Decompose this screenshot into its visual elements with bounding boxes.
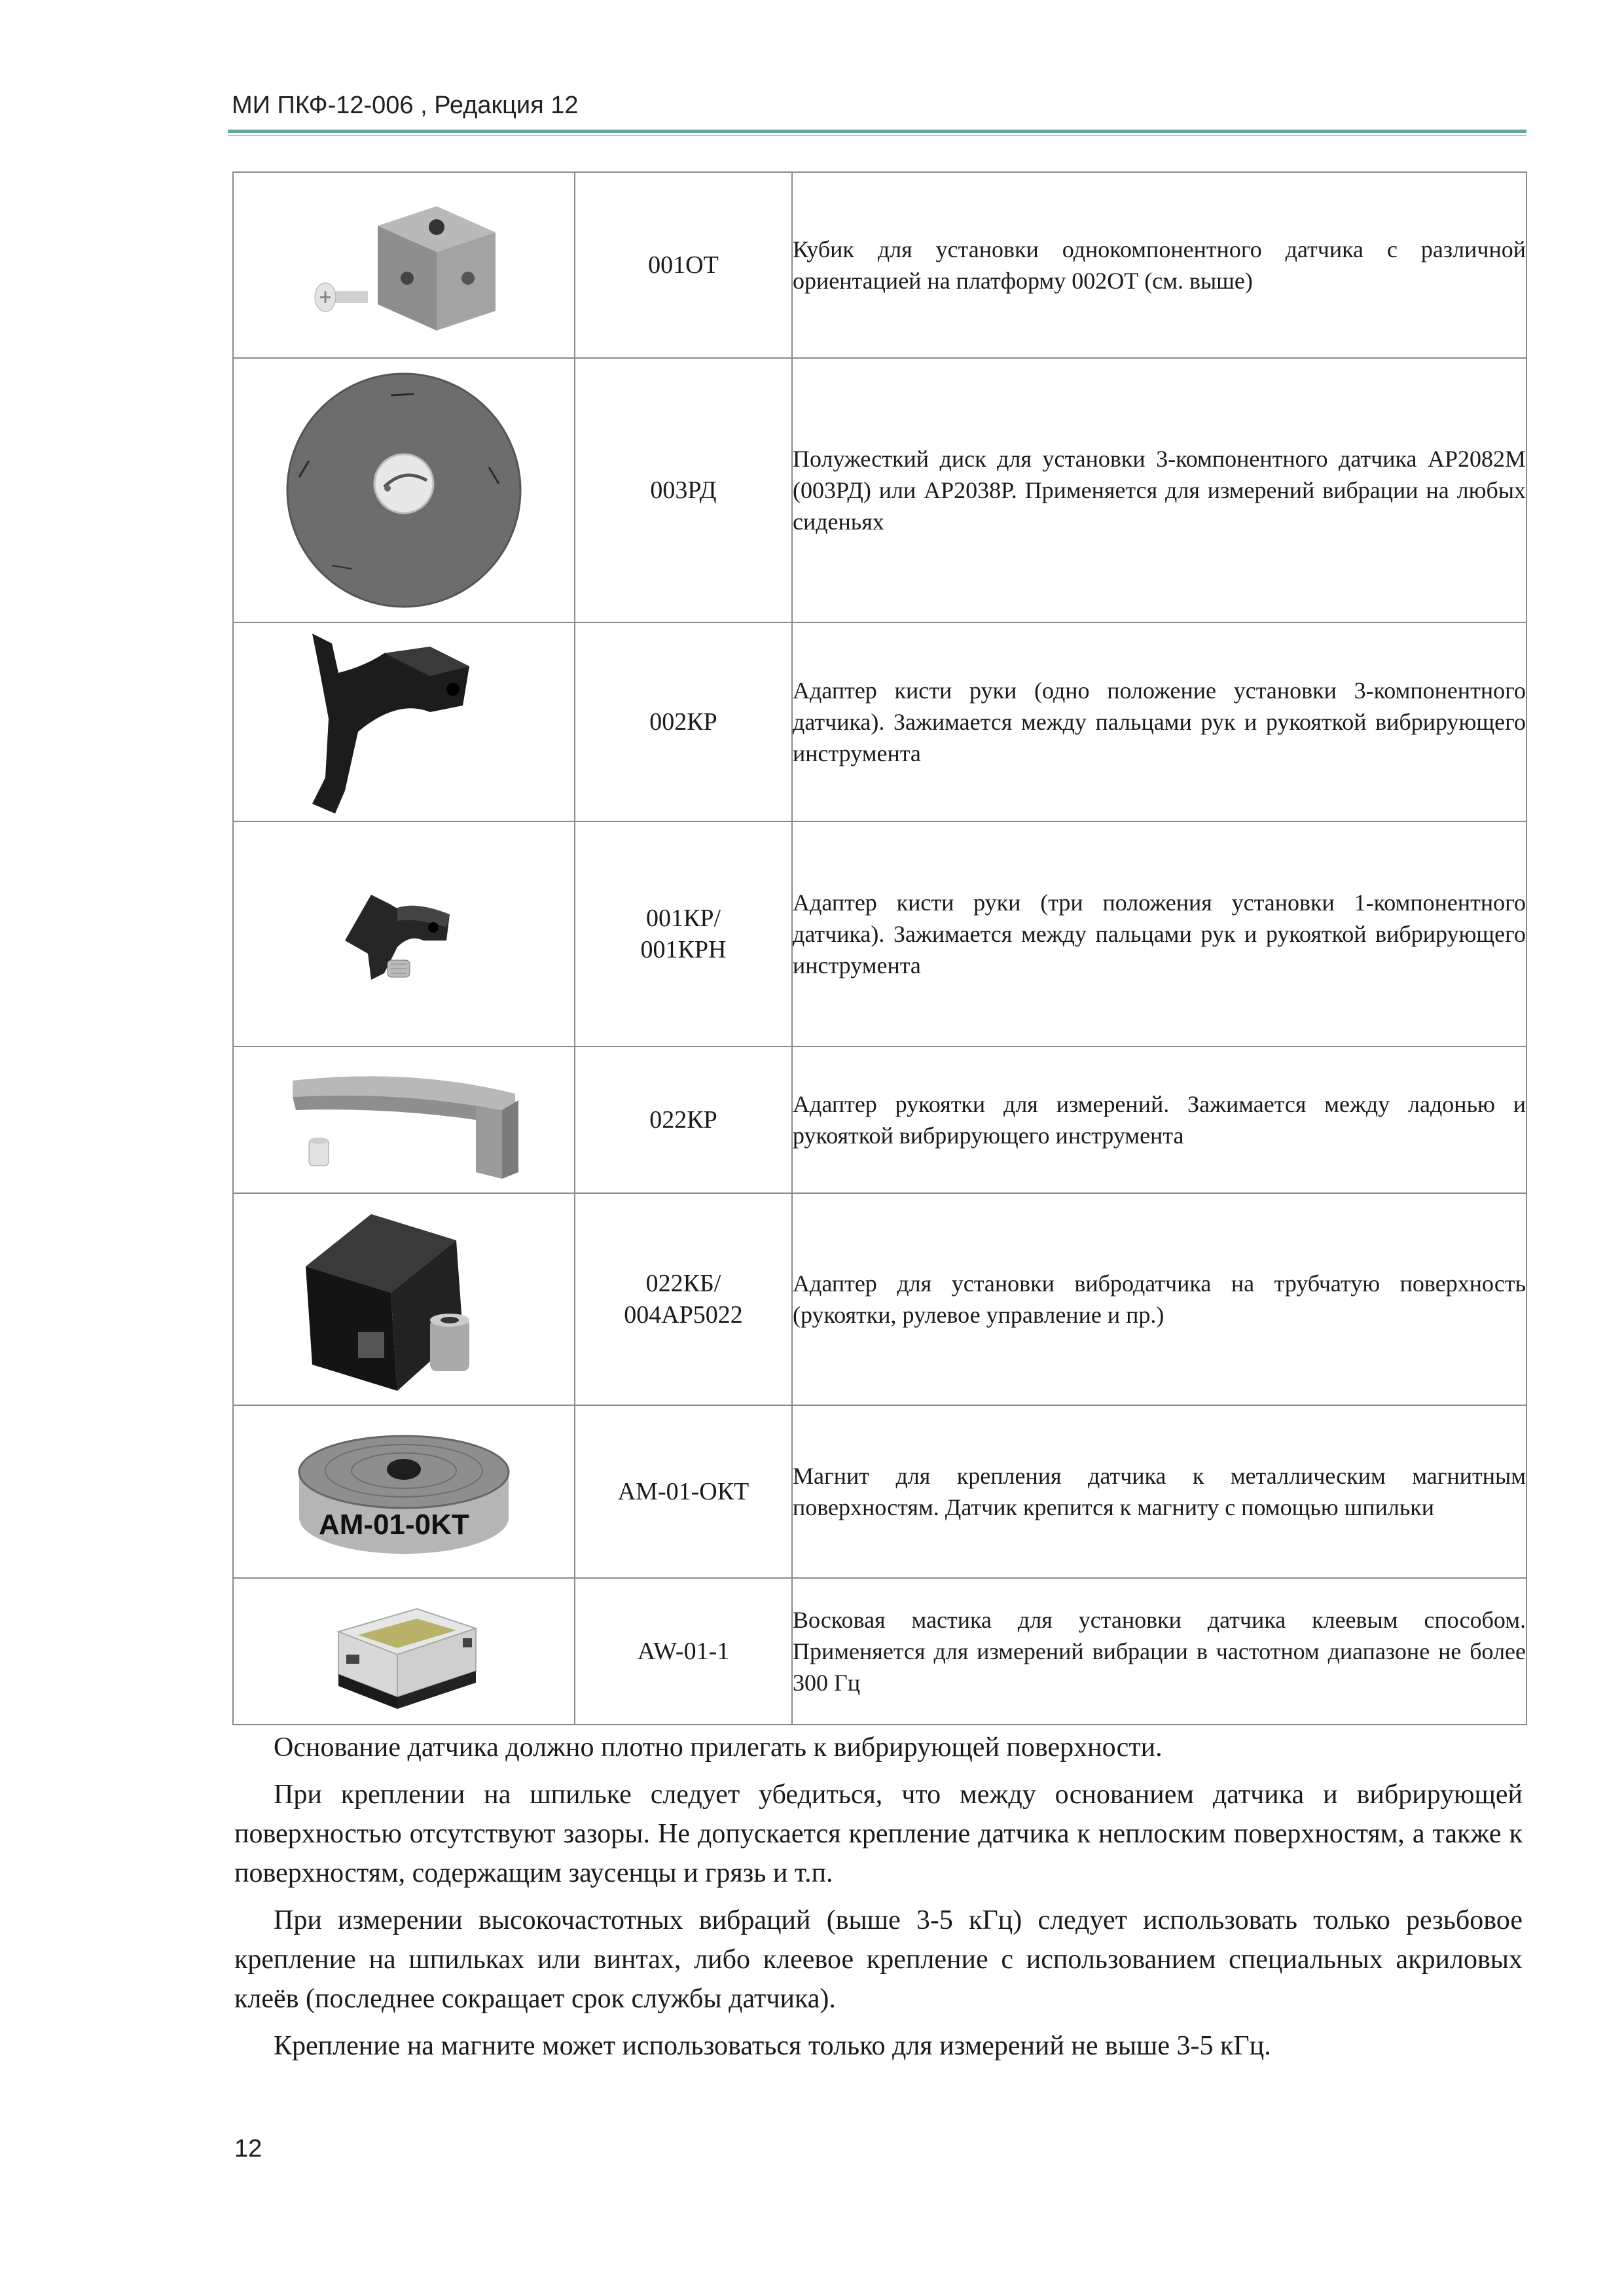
page-number: 12 xyxy=(234,2135,262,2162)
small-hand-adapter-image xyxy=(332,882,476,986)
part-code-cell xyxy=(575,1405,792,1578)
part-code-cell xyxy=(575,172,792,358)
body-text xyxy=(234,1728,1523,2073)
part-description: Адаптер рукоятки для измерений. Зажимается между ладонью и рукояткой вибрирующего инструмента xyxy=(792,1047,1526,1193)
paragraph: При креплении на шпильке следует убедиться, что между основанием датчика и вибрирующей поверхностью отсутствуют зазоры. Не допускается крепление датчика к неплоским поверхностям, а также к поверхностям, содержащим заусенцы и грязь и т.п. xyxy=(234,1780,1523,1888)
semi-rigid-disk-image xyxy=(273,369,535,611)
part-code-cell xyxy=(575,821,792,1047)
part-description: Магнит для крепления датчика к металлическим магнитным поверхностям. Датчик крепится к магниту с помощью шпильки xyxy=(792,1405,1526,1578)
table-row xyxy=(233,172,1526,358)
paragraph: При измерении высокочастотных вибраций (выше 3-5 кГц) следует использовать только резьбовое крепление на шпильках или винтах, либо клеевое крепление с использованием специальных акриловых клеёв (последнее сокращает срок службы датчика). xyxy=(234,1905,1523,2014)
part-code: 001КРН xyxy=(640,936,727,963)
table-row xyxy=(233,622,1526,821)
part-description: Адаптер кисти руки (одно положение установки 3-компонентного датчика). Зажимается между пальцами рук и рукояткой вибрирующего инструмента xyxy=(792,622,1526,821)
part-description: Адаптер кисти руки (три положения установки 1-компонентного датчика). Зажимается между пальцами рук и рукояткой вибрирующего инструмента xyxy=(792,821,1526,1047)
part-description: Адаптер для установки вибродатчика на трубчатую поверхность (рукоятки, рулевое управление и пр.) xyxy=(792,1193,1526,1405)
table-row xyxy=(233,358,1526,622)
document-header: МИ ПКФ-12-006 , Редакция 12 xyxy=(232,92,579,119)
table-row xyxy=(233,1193,1526,1405)
paragraph: Крепление на магните может использоваться только для измерений не выше 3-5 кГц. xyxy=(274,2031,1271,2061)
hand-adapter-image xyxy=(299,627,509,817)
table-row xyxy=(233,821,1526,1047)
magnet-image xyxy=(293,1420,515,1564)
header-rule-secondary xyxy=(228,135,1526,136)
image-cell xyxy=(233,172,575,358)
image-cell xyxy=(233,622,575,821)
image-cell xyxy=(233,358,575,622)
handle-adapter-image xyxy=(280,1054,528,1185)
part-code: 004АР5022 xyxy=(624,1301,743,1329)
part-code-cell xyxy=(575,622,792,821)
gray-cube-mount-image xyxy=(306,187,502,344)
part-code-cell xyxy=(575,1047,792,1193)
wax-box-image xyxy=(319,1592,489,1710)
part-description: Кубик для установки однокомпонентного датчика с различной ориентацией на платформу 002ОТ (см. выше) xyxy=(792,172,1526,358)
image-cell xyxy=(233,1047,575,1193)
image-cell xyxy=(233,1193,575,1405)
part-code: АМ-01-ОКТ xyxy=(617,1478,749,1505)
tube-adapter-image xyxy=(293,1201,515,1397)
part-code: 022КБ/ xyxy=(645,1270,721,1297)
table-row xyxy=(233,1047,1526,1193)
table-row xyxy=(233,1578,1526,1725)
paragraph: Основание датчика должно плотно прилегать к вибрирующей поверхности. xyxy=(274,1732,1163,1763)
header-rule xyxy=(228,130,1526,133)
part-code: 003РД xyxy=(650,476,717,504)
part-description: Полужесткий диск для установки 3-компонентного датчика АР2082М (003РД) или АР2038Р. Применяется для измерений вибрации на любых сиденьях xyxy=(792,358,1526,622)
part-code: 001ОТ xyxy=(648,251,719,279)
mounting-accessories-table xyxy=(232,171,1527,1725)
part-code-cell xyxy=(575,1193,792,1405)
part-code-cell xyxy=(575,358,792,622)
image-cell xyxy=(233,1405,575,1578)
part-code: 022КР xyxy=(649,1106,717,1134)
part-code-cell xyxy=(575,1578,792,1725)
part-description: Восковая мастика для установки датчика клеевым способом. Применяется для измерений вибрации в частотном диапазоне не более 300 Гц xyxy=(792,1578,1526,1725)
magnet-label: AM-01-0KT xyxy=(319,1509,469,1541)
part-code: AW-01-1 xyxy=(637,1638,730,1665)
part-code: 001КР/ xyxy=(645,905,721,932)
table-row xyxy=(233,1405,1526,1578)
image-cell xyxy=(233,1578,575,1725)
image-cell xyxy=(233,821,575,1047)
part-code: 002КР xyxy=(649,708,717,736)
